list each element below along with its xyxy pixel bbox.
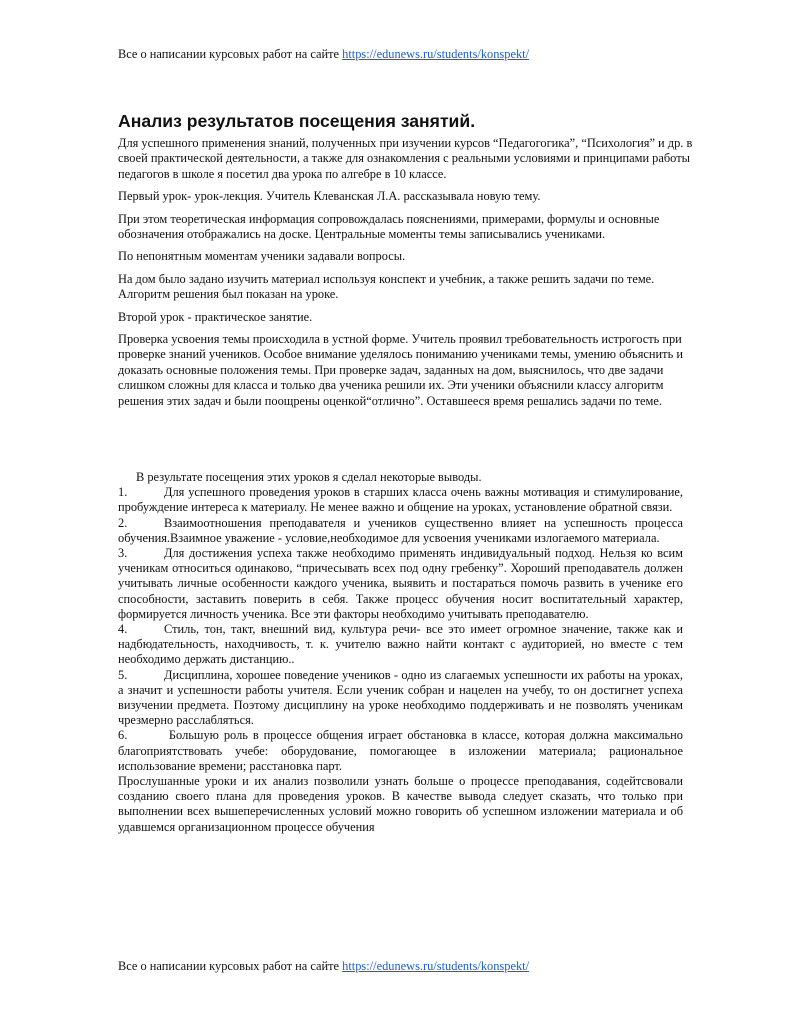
item-number: 5. (118, 667, 128, 682)
paragraph-first-lesson: Первый урок- урок-лекция. Учитель Клеванская Л.А. рассказывала новую тему. (118, 189, 541, 204)
paragraph-homework: На дом было задано изучить материал используя конспект и учебник, а также решить задачи по теме. Алгоритм решения был показан на уроке. (118, 271, 655, 302)
document-title: Анализ результатов посещения занятий. (118, 111, 476, 131)
conclusion-item (118, 485, 683, 515)
paragraph-questions: По непонятным моментам ученики задавали вопросы. (118, 249, 406, 264)
closing-paragraph: Прослушанные уроки и их анализ позволили узнать больше о процессе преподавания, содейтсвовали созданию своего плана для проведения уроков. В качестве вывода следует сказать, что только при выполнении всех вышеперечисленных условий можно говорить об успешном изложении материала и об удавшемся организационном процессе обучения (118, 774, 683, 834)
conclusion-item (118, 516, 683, 546)
paragraph-second-lesson: Второй урок - практическое занятие. (118, 309, 313, 324)
paragraph-intro: Для успешного применения знаний, полученных при изучении курсов “Педагогогика”, “Психология” и др. в своей практической деятельности, а также для ознакомления с реальными условиями и принципами работы педагогов в школе я посетил два урока по алгебре в 10 классе. (118, 136, 693, 181)
page-header (118, 47, 688, 62)
conclusion-item (118, 668, 683, 729)
item-number: 2. (118, 515, 128, 530)
footer-link[interactable]: https://edunews.ru/students/konspekt/ (342, 959, 530, 973)
conclusion-item (118, 622, 683, 668)
header-link[interactable]: https://edunews.ru/students/konspekt/ (342, 47, 530, 61)
item-text: Большую роль в процессе общения играет обстановка в классе, которая должна максимально благоприятствовать учебе: оборудование, помогающее в изложении материала; рациональное использование времени; расстановка парт. (118, 728, 683, 773)
paragraph-check: Проверка усвоения темы происходила в устной форме. Учитель проявил требовательность истрогость при проверке знаний учеников. Особое внимание уделялось пониманию учениками темы, умению объяснить и доказать основные положения темы. При проверке задач, заданных на дом, выяснилось, что две задачи слишком сложны для класса и только два ученика решили их. Эти ученики объяснили классу алгоритм решения этих задач и были поощрены оценкой“отлично”. Оставшееся время решались задачи по теме. (118, 332, 683, 408)
page-footer (118, 959, 688, 974)
item-number: 3. (118, 546, 128, 561)
item-text: Взаимоотношения преподавателя и учеников существенно влияет на успешность процесса обучения.Взаимное уважение - условие,необходимое для усвоения учениками излогаемого материала. (118, 515, 683, 545)
conclusions-lead: В результате посещения этих уроков я сделал некоторые выводы. (136, 470, 482, 484)
conclusions-section (118, 470, 683, 835)
item-text: Дисциплина, хорошее поведение учеников - одно из слагаемых успешности их работы на уроках, а значит и успешности работы учителя. Если ученик собран и нацелен на учебу, то он достигнет успеха визучении предмета. Поэтому дисциплину на уроке необходимо поддерживать и не позволять ученикам чрезмерно расслабляться. (118, 667, 683, 728)
item-text: Стиль, тон, такт, внешний вид, культура речи- все это имеет огромное значение, также как и надбюдательность, находчивость, т. к. учителю важно найти контакт с аудиторией, но вместе с тем необходимо держать дистанцию.. (118, 622, 683, 667)
item-text: Для достижения успеха также необходимо применять индивидуальный подход. Нельзя ко всим ученикам относиться одинаково, “причесывать всех под одну гребенку”. Хороший преподаватель должен учитывать личные особенности каждого ученика, выявить и постараться помочь развить в ученике его способности, заставить поверить в себя. Также процесс обучения носит воспитательный характер, формируется личность ученика. Все эти факторы необходимо учитывать преподавателю. (118, 546, 683, 621)
item-number: 4. (118, 622, 128, 637)
item-text: Для успешного проведения уроков в старших класса очень важны мотивация и стимулирование, пробуждение интереса к материалу. Не менее важно и общение на уроках, установление обратной связи. (118, 485, 683, 515)
item-number: 1. (118, 485, 128, 500)
report-body (118, 136, 693, 416)
paragraph-theory: При этом теоретическая информация сопровождалась пояснениями, примерами, формулы и основные обозначения отображались на доске. Центральные моменты темы записывались учениками. (118, 211, 660, 242)
footer-text: Все о написании курсовых работ на сайте (118, 959, 343, 973)
item-number: 6. (118, 728, 128, 743)
conclusion-item (118, 546, 683, 622)
header-text: Все о написании курсовых работ на сайте (118, 47, 343, 61)
conclusion-item (118, 728, 683, 774)
